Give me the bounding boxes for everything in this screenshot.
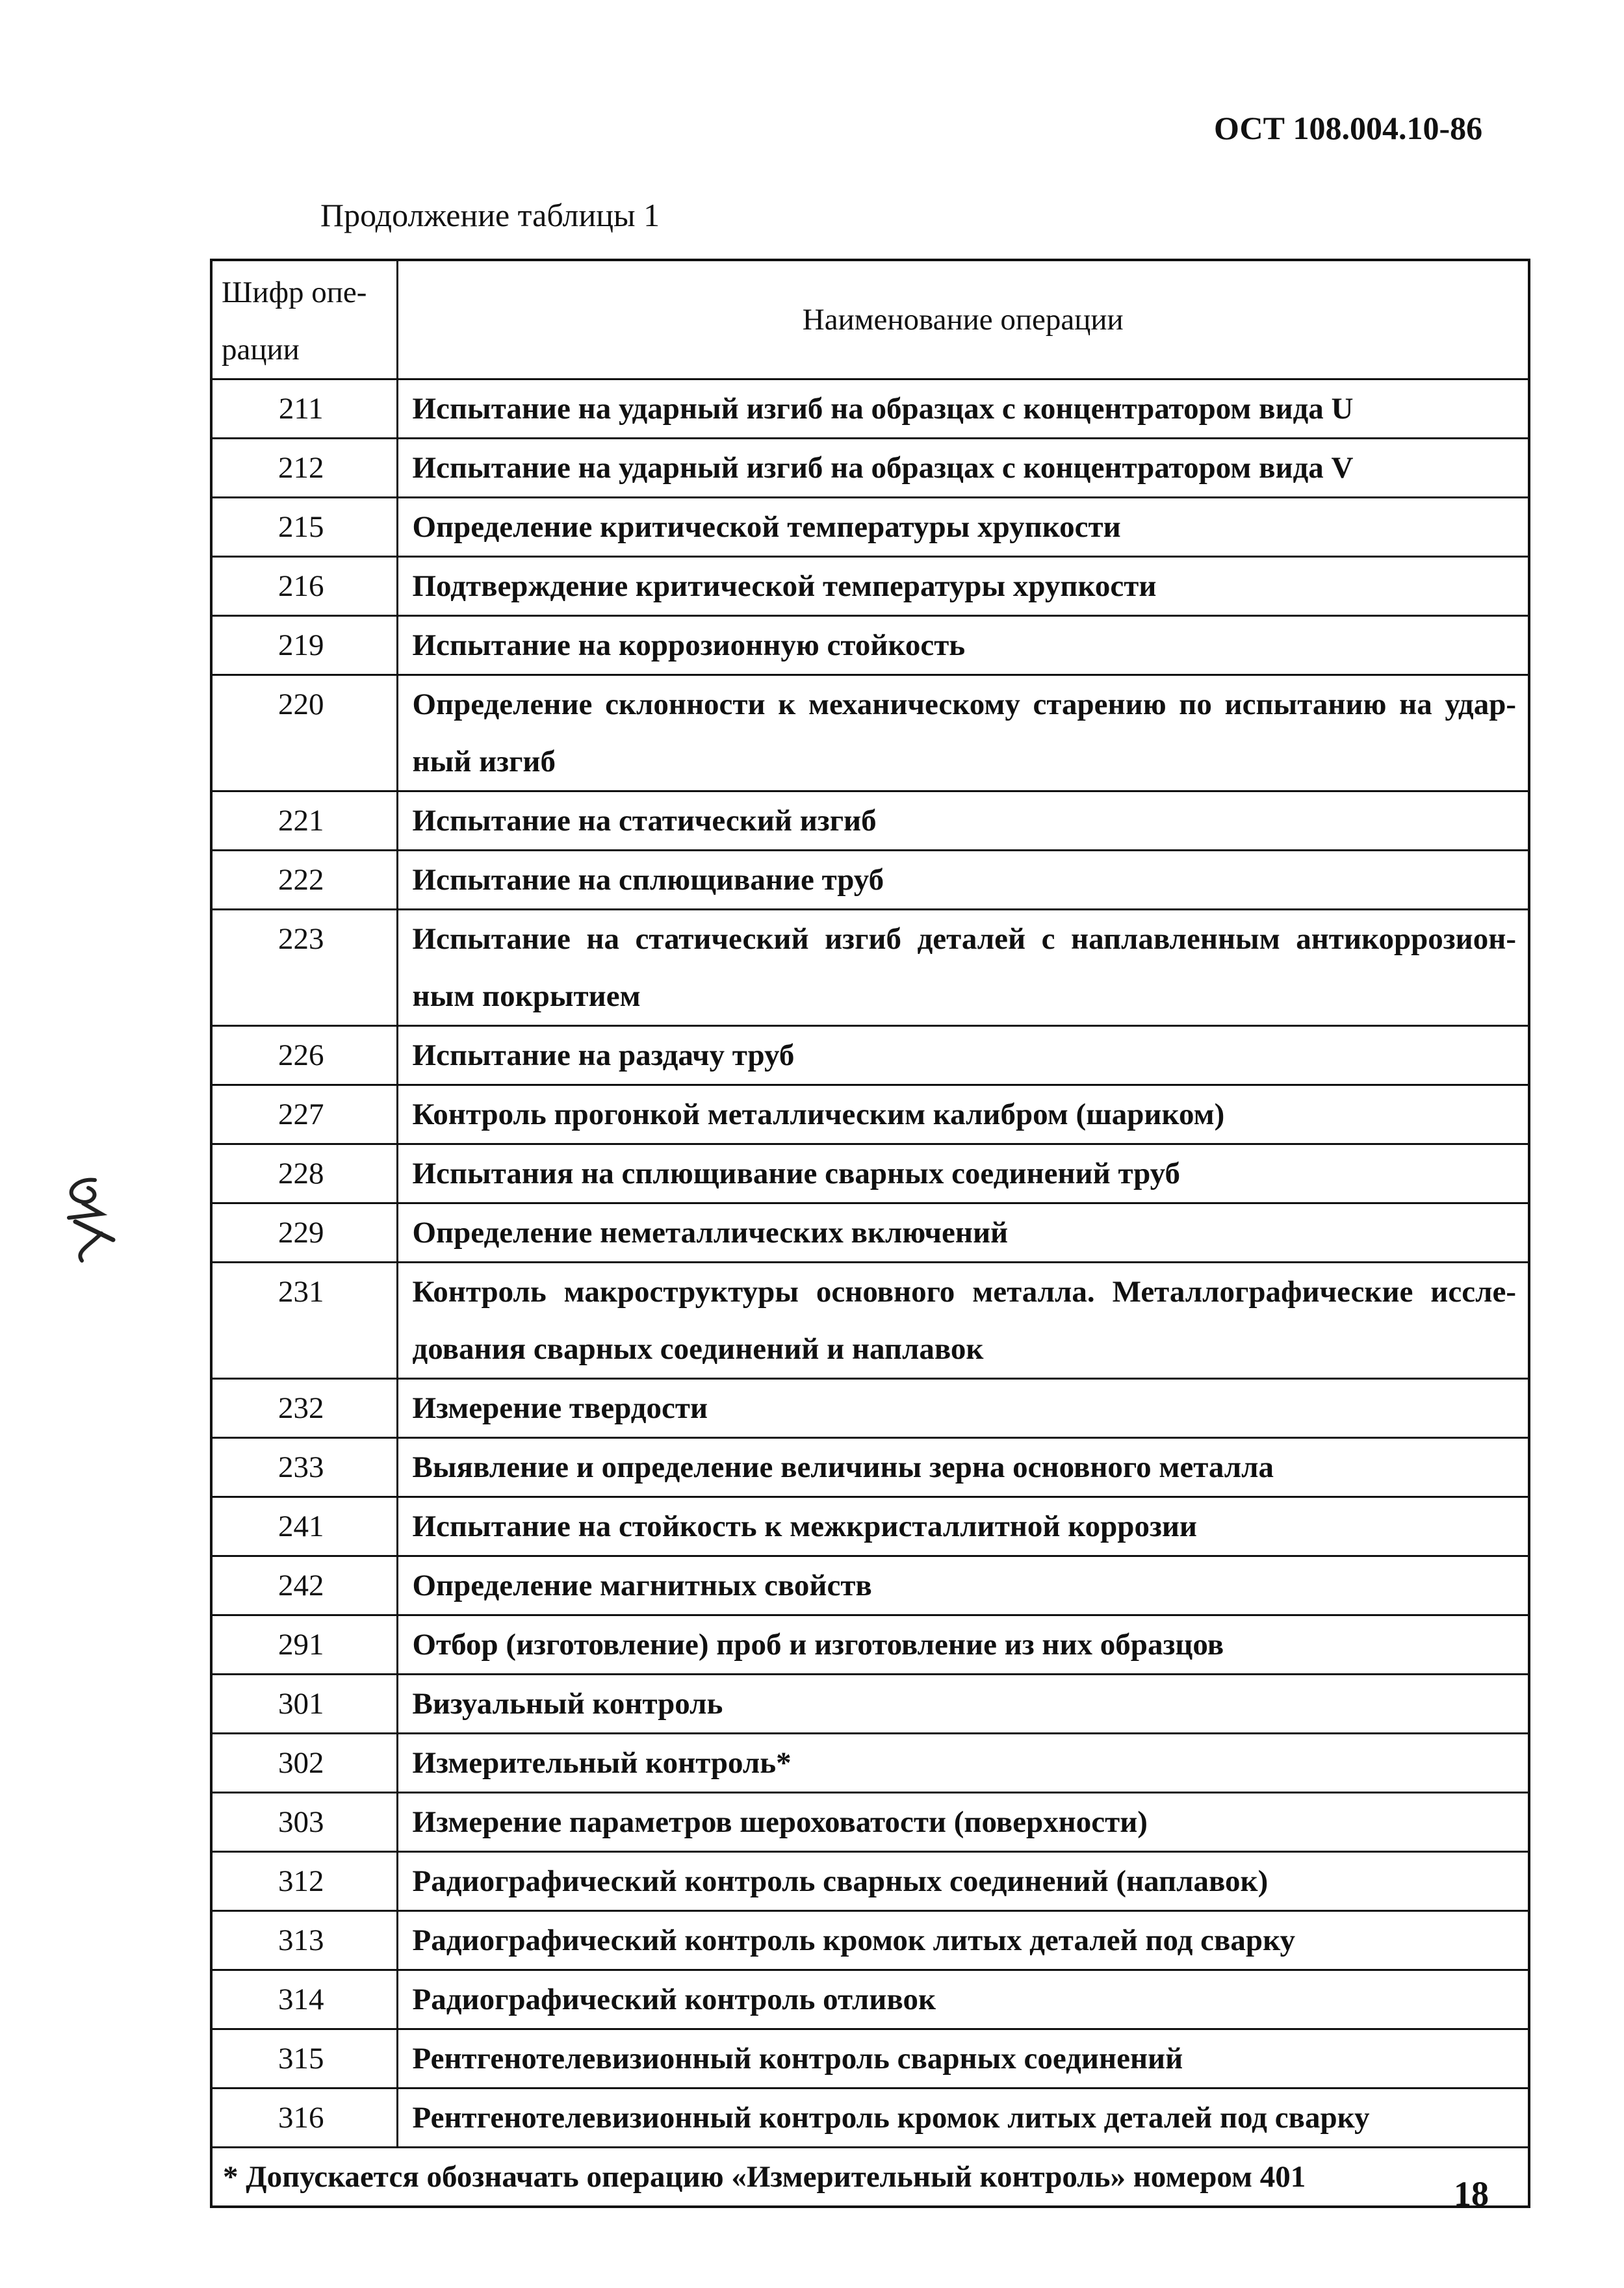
operation-code: 227 [211,1085,397,1144]
operation-name: Измерение параметров шероховатости (поверхности) [397,1793,1529,1852]
table-row [211,1438,1529,1497]
operation-code: 291 [211,1615,397,1675]
operation-code: 302 [211,1734,397,1793]
operation-name: Визуальный контроль [397,1675,1529,1734]
document-code: ОСТ 108.004.10-86 [1214,110,1483,146]
table-body [211,379,1529,2148]
table-row [211,1911,1529,1970]
operation-name: Испытание на сплющивание труб [397,851,1529,910]
operation-code: 223 [211,910,397,1026]
operation-code: 316 [211,2089,397,2148]
operation-code: 231 [211,1263,397,1379]
table-row [211,1026,1529,1085]
operation-code: 241 [211,1497,397,1556]
operation-code: 221 [211,791,397,851]
operation-name: Испытание на стойкость к межкристаллитной коррозии [397,1497,1529,1556]
operation-code: 222 [211,851,397,910]
table-row [211,2029,1529,2089]
operation-code: 219 [211,616,397,675]
table-row [211,1556,1529,1615]
operation-name: Испытание на ударный изгиб на образцах с концентратором вида U [397,379,1529,439]
operation-code: 220 [211,675,397,791]
table-header-row [211,260,1529,379]
operation-code: 211 [211,379,397,439]
operation-name: Определение склонности к механическому старению по испытанию на удар-ный изгиб [397,675,1529,791]
operation-code: 314 [211,1970,397,2029]
table-row [211,1263,1529,1379]
table-row [211,557,1529,616]
operation-name: Измерительный контроль* [397,1734,1529,1793]
operation-code: 233 [211,1438,397,1497]
table-caption: Продолжение таблицы 1 [320,197,660,233]
operation-code: 301 [211,1675,397,1734]
operation-name: Определение критической температуры хрупкости [397,498,1529,557]
operation-code: 303 [211,1793,397,1852]
table-row [211,675,1529,791]
table-row [211,1793,1529,1852]
operation-code: 215 [211,498,397,557]
operation-name: Испытания на сплющивание сварных соединений труб [397,1144,1529,1203]
operation-name: Контроль макроструктуры основного металла. Металлографические иссле-дования сварных соединений и наплавок [397,1263,1529,1379]
footnote-row [211,2148,1529,2207]
table-row [211,1203,1529,1263]
table-row [211,616,1529,675]
table-row [211,498,1529,557]
page-number: 18 [1454,2174,1489,2213]
operation-name: Определение магнитных свойств [397,1556,1529,1615]
operation-code: 228 [211,1144,397,1203]
column-header-name: Наименование операции [397,260,1529,379]
operation-code: 229 [211,1203,397,1263]
operation-code: 212 [211,439,397,498]
operations-table [210,259,1530,2208]
table-row [211,439,1529,498]
operation-name: Испытание на коррозионную стойкость [397,616,1529,675]
table-row [211,1497,1529,1556]
operation-name: Отбор (изготовление) проб и изготовление из них образцов [397,1615,1529,1675]
table-row [211,1085,1529,1144]
operation-code: 216 [211,557,397,616]
table-row [211,2089,1529,2148]
operation-code: 313 [211,1911,397,1970]
table-row [211,1379,1529,1438]
operation-name: Подтверждение критической температуры хрупкости [397,557,1529,616]
handwritten-mark-icon [56,1175,134,1266]
table-row [211,1144,1529,1203]
operation-name: Радиографический контроль сварных соединений (наплавок) [397,1852,1529,1911]
operation-name: Радиографический контроль кромок литых деталей под сварку [397,1911,1529,1970]
operation-code: 312 [211,1852,397,1911]
operation-code: 242 [211,1556,397,1615]
table-row [211,1852,1529,1911]
operation-name: Радиографический контроль отливок [397,1970,1529,2029]
operation-name: Испытание на ударный изгиб на образцах с концентратором вида V [397,439,1529,498]
operation-code: 226 [211,1026,397,1085]
operation-code: 232 [211,1379,397,1438]
operation-name: Испытание на статический изгиб деталей с наплавленным антикоррозион-ным покрытием [397,910,1529,1026]
operation-name: Испытание на статический изгиб [397,791,1529,851]
operation-name: Рентгенотелевизионный контроль сварных соединений [397,2029,1529,2089]
table-row [211,1675,1529,1734]
operation-name: Измерение твердости [397,1379,1529,1438]
operation-code: 315 [211,2029,397,2089]
table-row [211,379,1529,439]
operation-name: Контроль прогонкой металлическим калибром (шариком) [397,1085,1529,1144]
table-row [211,1734,1529,1793]
table-row [211,851,1529,910]
operation-name: Определение неметаллических включений [397,1203,1529,1263]
table-row [211,910,1529,1026]
operation-name: Испытание на раздачу труб [397,1026,1529,1085]
table-row [211,1615,1529,1675]
table-row [211,1970,1529,2029]
operation-name: Рентгенотелевизионный контроль кромок литых деталей под сварку [397,2089,1529,2148]
table-row [211,791,1529,851]
column-header-code: Шифр опе- рации [211,260,397,379]
operation-name: Выявление и определение величины зерна основного металла [397,1438,1529,1497]
footnote: * Допускается обозначать операцию «Измерительный контроль» номером 401 [211,2148,1529,2207]
